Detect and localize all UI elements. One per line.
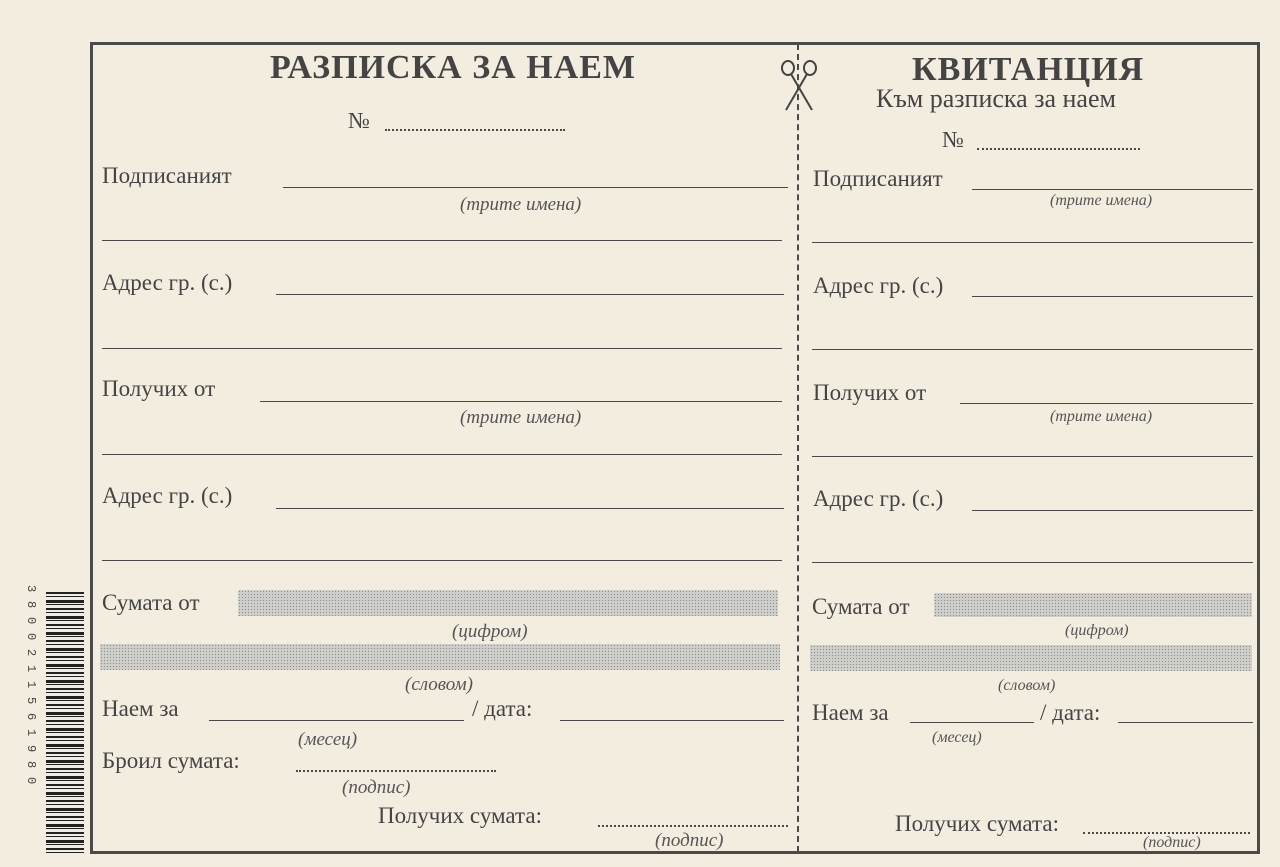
received-sum-label: Получих сумата: [378,803,542,828]
scissors-icon [779,58,819,114]
barcode-number: 3800211561980 [24,585,38,794]
voucher-received-from-field-continuation[interactable] [812,456,1253,457]
voucher-date-field[interactable] [1118,722,1253,723]
voucher-received-from-field[interactable] [960,403,1253,404]
receipt-number-field[interactable] [385,129,565,131]
voucher-address-label: Адрес гр. (с.) [813,273,944,298]
voucher-words-hint: (словом) [998,677,1056,694]
voucher-signer-field-continuation[interactable] [812,242,1253,243]
date-field[interactable] [560,720,784,721]
full-names-hint: (трите имена) [460,194,582,215]
sum-label: Сумата от [102,590,200,615]
signature-hint-2: (подпис) [655,830,724,851]
received-from-field[interactable] [260,401,782,402]
barcode-icon [46,592,84,854]
address-label-2: Адрес гр. (с.) [102,483,233,508]
received-from-label: Получих от [102,376,216,401]
voucher-month-field[interactable] [910,722,1034,723]
voucher-received-sum-label: Получих сумата: [895,811,1059,836]
address-label: Адрес гр. (с.) [102,270,233,295]
receipt-title: РАЗПИСКА ЗА НАЕМ [270,49,636,86]
address-field-2-continuation[interactable] [102,560,782,561]
voucher-month-hint: (месец) [932,729,982,746]
voucher-full-names-hint-2: (трите имена) [1050,408,1153,425]
received-signature-field[interactable] [598,825,788,827]
signer-field[interactable] [283,187,788,188]
voucher-address-field-2-continuation[interactable] [812,562,1253,563]
voucher-full-names-hint: (трите имена) [1050,192,1153,209]
counted-signature-field[interactable] [296,770,496,772]
voucher-signer-field[interactable] [972,189,1253,190]
voucher-sum-words-field[interactable] [810,645,1252,671]
received-from-field-continuation[interactable] [102,454,782,455]
voucher-address-label-2: Адрес гр. (с.) [813,486,944,511]
address-field[interactable] [276,294,784,295]
form-frame [90,42,1260,854]
cut-line [797,44,799,852]
signer-label: Подписаният [102,163,232,188]
voucher-address-field[interactable] [972,296,1253,297]
voucher-address-field-2[interactable] [972,510,1253,511]
receipt-number-label: № [348,108,370,133]
counted-sum-label: Броил сумата: [102,748,240,773]
voucher-number-label: № [942,127,964,152]
digits-hint: (цифром) [452,621,528,642]
voucher-signature-hint: (подпис) [1143,834,1201,851]
address-field-2[interactable] [276,508,784,509]
month-field[interactable] [209,720,464,721]
voucher-digits-hint: (цифром) [1065,622,1129,639]
voucher-title: КВИТАНЦИЯ [912,51,1145,88]
voucher-date-label: / дата: [1040,700,1101,725]
sum-digits-field[interactable] [238,590,778,616]
rent-for-label: Наем за [102,696,179,721]
date-label: / дата: [472,696,533,721]
voucher-number-field[interactable] [977,148,1140,150]
voucher-subtitle: Към разписка за наем [876,84,1116,113]
sum-words-field[interactable] [100,644,780,670]
voucher-rent-for-label: Наем за [812,700,889,725]
voucher-sum-label: Сумата от [812,594,910,619]
month-hint: (месец) [298,729,358,750]
address-field-continuation[interactable] [102,348,782,349]
voucher-sum-digits-field[interactable] [934,593,1252,617]
signature-hint: (подпис) [342,777,411,798]
voucher-received-from-label: Получих от [813,380,927,405]
words-hint: (словом) [405,674,474,695]
signer-field-continuation[interactable] [102,240,782,241]
voucher-signer-label: Подписаният [813,166,943,191]
voucher-address-field-continuation[interactable] [812,349,1253,350]
full-names-hint-2: (трите имена) [460,407,582,428]
